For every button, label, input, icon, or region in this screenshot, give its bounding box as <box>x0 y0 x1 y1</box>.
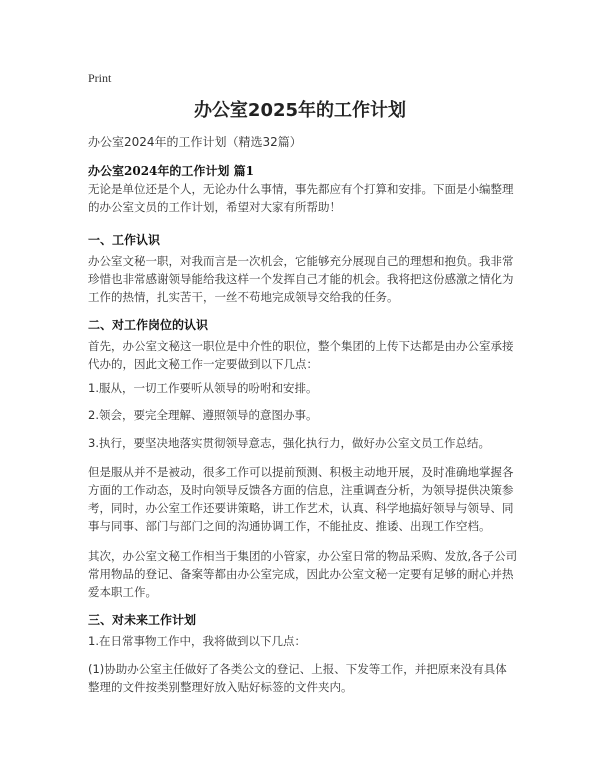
page-subtitle: 办公室2024年的工作计划（精选32篇） <box>88 135 302 149</box>
intro-paragraph: 无论是单位还是个人，无论办什么事情，事先都应有个打算和安排。下面是小编整理的办公室文员的工作计划，希望对大家有所帮助！ <box>88 182 514 214</box>
section-heading-2: 二、对工作岗位的认识 <box>88 318 209 332</box>
section-2-item-2: 2.领会，要完全理解、遵照领导的意图办事。 <box>88 408 318 422</box>
section-3-paragraph-1: 1.在日常事物工作中，我将做到以下几点： <box>88 634 306 648</box>
print-label[interactable]: Print <box>88 71 112 85</box>
main-heading: 办公室2024年的工作计划 篇1 <box>88 164 254 178</box>
section-2-item-1: 1.服从，一切工作要听从领导的吩咐和安排。 <box>88 381 318 395</box>
section-heading-3: 三、对未来工作计划 <box>88 613 197 627</box>
section-2-paragraph-2: 但是服从并不是被动，很多工作可以提前预测、积极主动地开展，及时准确地掌握各方面的工作动态，及时向领导反馈各方面的信息，注重调查分析，为领导提供决策参考，同时，办公室工作还要讲策略，讲工作艺术，认真、科学地搞好领导与领导、同事与同事、部门与部门之间的沟通协调工作，不能扯皮、推诿、出现工作空档。 <box>88 465 514 533</box>
section-2-paragraph-1: 首先，办公室文秘这一职位是中介性的职位，整个集团的上传下达都是由办公室承接代办的，因此文秘工作一定要做到以下几点： <box>88 339 514 371</box>
section-3-paragraph-2: (1)协助办公室主任做好了各类公文的登记、上报、下发等工作，并把原来没有具体整理的文件按类别整理好放入贴好标签的文件夹内。 <box>88 662 507 694</box>
section-1-paragraph-1: 办公室文秘一职，对我而言是一次机会，它能够充分展现自己的理想和抱负。我非常珍惜也非常感谢领导能给我这样一个发挥自己才能的机会。我将把这份感激之情化为工作的热情，扎实苦干，一丝不苟地完成领导交给我的任务。 <box>88 254 514 304</box>
section-2-paragraph-3: 其次，办公室文秘工作相当于集团的小管家，办公室日常的物品采购、发放,各子公司常用物品的登记、备案等都由办公室完成，因此办公室文秘一定要有足够的耐心并热爱本职工作。 <box>88 549 518 599</box>
section-heading-1: 一、工作认识 <box>88 233 161 247</box>
section-2-item-3: 3.执行，要坚决地落实贯彻领导意志，强化执行力，做好办公室文员工作总结。 <box>88 436 490 450</box>
page-title: 办公室2025年的工作计划 <box>193 100 407 121</box>
